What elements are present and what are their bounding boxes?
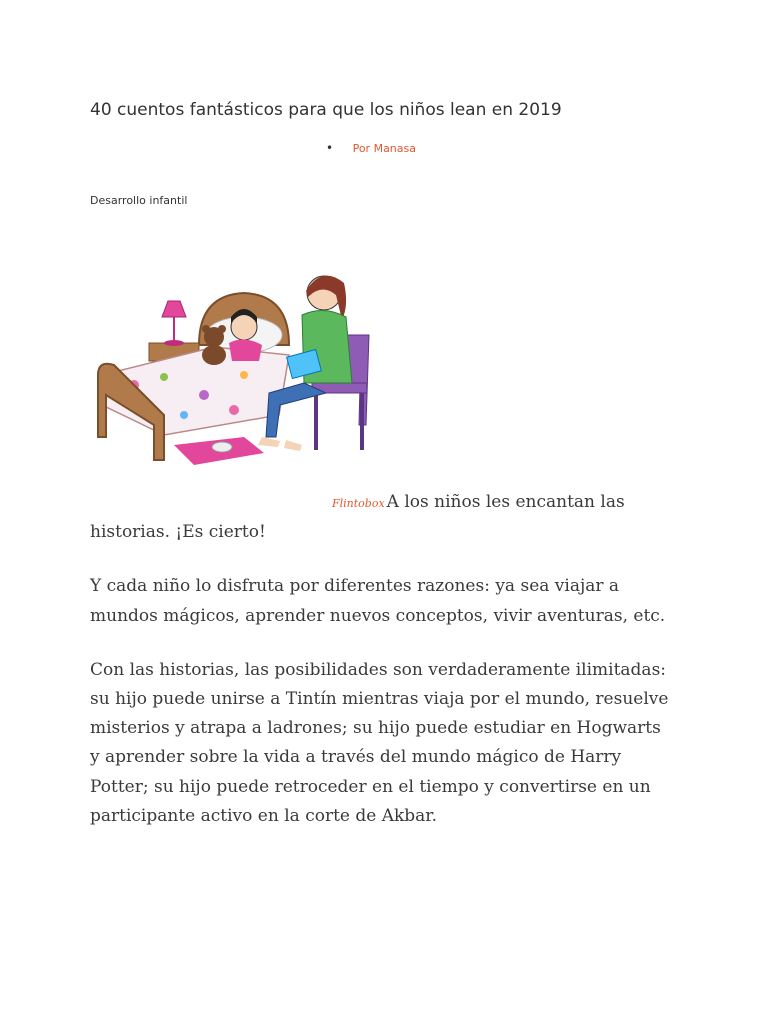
paragraph-1-text: A los niños les encantan las <box>386 492 625 512</box>
paragraph-2: Y cada niño lo disfruta por diferentes razones: ya sea viajar a mundos mágicos, aprender nuevos conceptos, vivir aventuras, etc. <box>90 576 666 626</box>
paragraph-1-line-2: historias. ¡Es cierto! <box>90 522 266 543</box>
paragraph-1-line-1 <box>90 488 625 518</box>
bullet-icon: • <box>326 141 334 155</box>
article-body <box>90 488 670 856</box>
paragraph-3: Con las historias, las posibilidades son verdaderamente ilimitadas: su hijo puede unirse a Tintín mientras viaja por el mundo, resuelve misterios y atrapa a ladrones; su hijo puede estudiar en Hogwarts y aprender sobre la vida a través del mundo mágico de Harry Potter; su hijo puede retroceder en el tiempo y convertirse en un participante activo en la corte de Akbar. <box>90 659 669 826</box>
bedtime-story-illustration <box>94 265 374 475</box>
author-link[interactable]: Manasa <box>373 142 416 155</box>
image-watermark: Flintobox <box>332 497 385 510</box>
byline <box>326 141 416 155</box>
byline-prefix: Por <box>352 142 371 155</box>
paragraph-1 <box>90 488 670 547</box>
article-title: 40 cuentos fantásticos para que los niños lean en 2019 <box>90 100 562 120</box>
category-label: Desarrollo infantil <box>90 194 188 207</box>
